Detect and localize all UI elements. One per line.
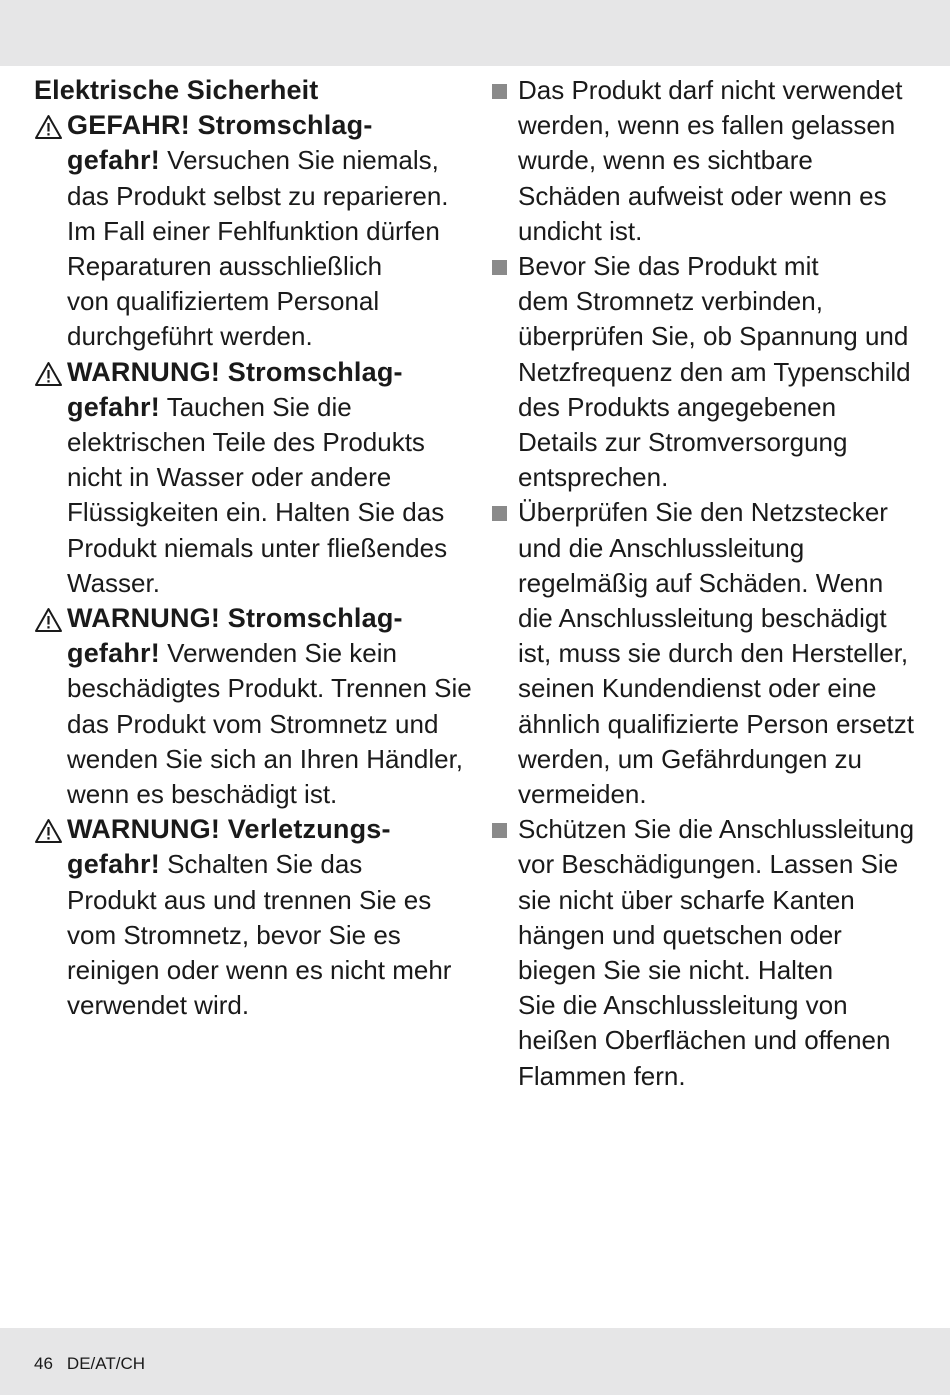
warning-text-line: Im Fall einer Fehlfunktion dürfen bbox=[67, 215, 440, 246]
bullet-text-line: undicht ist. bbox=[518, 215, 643, 246]
warning-text-line: nicht in Wasser oder andere bbox=[67, 462, 392, 493]
warning-text-line: das Produkt vom Stromnetz und bbox=[67, 708, 439, 739]
bullet-text-line: vor Beschädigungen. Lassen Sie bbox=[518, 849, 899, 880]
warning-text-line: reinigen oder wenn es nicht mehr bbox=[67, 955, 452, 986]
bullet-item bbox=[490, 812, 920, 1094]
bullet-text-line: seinen Kundendienst oder eine bbox=[518, 673, 877, 704]
bullet-text-line: Netzfrequenz den am Typenschild bbox=[518, 356, 911, 387]
square-bullet-icon bbox=[492, 260, 507, 275]
square-bullet-icon bbox=[492, 506, 507, 521]
bullet-text-line: sie nicht über scharfe Kanten bbox=[518, 884, 855, 915]
warning-text-line: Produkt niemals unter fließendes bbox=[67, 532, 448, 563]
bullet-text-line: des Produkts angegebenen bbox=[518, 391, 837, 422]
warning-title-cont: gefahr! bbox=[67, 391, 160, 422]
warning-title: GEFAHR! Stromschlag- bbox=[67, 110, 373, 141]
warning-item bbox=[34, 601, 472, 812]
warning-triangle-icon bbox=[34, 114, 63, 140]
warning-text-line: Verwenden Sie kein bbox=[167, 638, 397, 669]
warning-triangle-icon bbox=[34, 607, 63, 633]
left-column bbox=[34, 73, 472, 1023]
warning-text-line: Schalten Sie das bbox=[167, 849, 363, 880]
warning-item bbox=[34, 108, 466, 354]
warning-triangle-icon bbox=[34, 361, 63, 387]
bullet-item bbox=[490, 495, 920, 812]
warning-triangle-icon bbox=[34, 818, 63, 844]
warning-text-line: verwendet wird. bbox=[67, 990, 250, 1021]
warning-text-line: Flüssigkeiten ein. Halten Sie das bbox=[67, 497, 445, 528]
bullet-text-line: überprüfen Sie, ob Spannung und bbox=[518, 321, 909, 352]
bullet-text-line: dem Stromnetz verbinden, bbox=[518, 286, 823, 317]
warning-text-line: das Produkt selbst zu reparieren. bbox=[67, 180, 449, 211]
warning-text-line: beschädigtes Produkt. Trennen Sie bbox=[67, 673, 472, 704]
warning-text-line: Wasser. bbox=[67, 567, 160, 598]
bullet-text-line: werden, um Gefährdungen zu bbox=[518, 743, 862, 774]
right-column bbox=[490, 73, 920, 1094]
bullet-text-line: ist, muss sie durch den Hersteller, bbox=[518, 638, 909, 669]
warning-title-cont: gefahr! bbox=[67, 638, 160, 669]
warning-text-line: durchgeführt werden. bbox=[67, 321, 313, 352]
bullet-text-line: vermeiden. bbox=[518, 779, 647, 810]
page-footer bbox=[34, 1354, 145, 1374]
bullet-text-line: werden, wenn es fallen gelassen bbox=[518, 110, 896, 141]
warning-item bbox=[34, 355, 466, 601]
warning-text-line: elektrischen Teile des Produkts bbox=[67, 427, 425, 458]
bullet-text-line: Details zur Stromversorgung bbox=[518, 427, 848, 458]
section-heading: Elektrische Sicherheit bbox=[34, 75, 319, 105]
warning-title: WARNUNG! Stromschlag- bbox=[67, 603, 403, 634]
warning-text-line: von qualifiziertem Personal bbox=[67, 286, 380, 317]
warning-title: WARNUNG! Verletzungs- bbox=[67, 814, 391, 845]
bullet-text-line: und die Anschlussleitung bbox=[518, 532, 805, 563]
bullet-text-line: Schäden aufweist oder wenn es bbox=[518, 180, 887, 211]
page-number: 46 bbox=[34, 1354, 53, 1373]
bullet-text-line: hängen und quetschen oder bbox=[518, 919, 842, 950]
bullet-text-line: Schützen Sie die Anschlussleitung bbox=[518, 814, 915, 845]
bullet-text-line: heißen Oberflächen und offenen bbox=[518, 1025, 891, 1056]
bullet-text-line: Sie die Anschlussleitung von bbox=[518, 990, 848, 1021]
bullet-text-line: wurde, wenn es sichtbare bbox=[518, 145, 813, 176]
warning-title-cont: gefahr! bbox=[67, 849, 160, 880]
square-bullet-icon bbox=[492, 823, 507, 838]
warning-text-line: wenn es beschädigt ist. bbox=[67, 779, 338, 810]
bullet-text-line: regelmäßig auf Schäden. Wenn bbox=[518, 567, 884, 598]
square-bullet-icon bbox=[492, 84, 507, 99]
bullet-item bbox=[490, 249, 920, 495]
warning-text-line: vom Stromnetz, bevor Sie es bbox=[67, 919, 401, 950]
bullet-text-line: Bevor Sie das Produkt mit bbox=[518, 251, 819, 282]
warning-text-line: Tauchen Sie die bbox=[166, 391, 352, 422]
region-label: DE/AT/CH bbox=[66, 1354, 145, 1373]
bullet-text-line: die Anschlussleitung beschädigt bbox=[518, 603, 887, 634]
warning-title: WARNUNG! Stromschlag- bbox=[67, 356, 403, 387]
warning-text-line: Produkt aus und trennen Sie es bbox=[67, 884, 432, 915]
bullet-text-line: biegen Sie sie nicht. Halten bbox=[518, 955, 834, 986]
bullet-text-line: Überprüfen Sie den Netzstecker bbox=[518, 497, 888, 528]
bullet-text-line: Das Produkt darf nicht verwendet bbox=[518, 75, 903, 105]
bullet-text-line: ähnlich qualifizierte Person ersetzt bbox=[518, 708, 914, 739]
header-band bbox=[0, 0, 950, 66]
warning-item bbox=[34, 812, 466, 1023]
warning-text-line: wenden Sie sich an Ihren Händler, bbox=[67, 743, 464, 774]
bullet-item bbox=[490, 73, 920, 249]
warning-text-line: Reparaturen ausschließlich bbox=[67, 251, 383, 282]
warning-text-line: Versuchen Sie niemals, bbox=[167, 145, 439, 176]
bullet-text-line: entsprechen. bbox=[518, 462, 669, 493]
bullet-text-line: Flammen fern. bbox=[518, 1060, 686, 1091]
warning-title-cont: gefahr! bbox=[67, 145, 160, 176]
